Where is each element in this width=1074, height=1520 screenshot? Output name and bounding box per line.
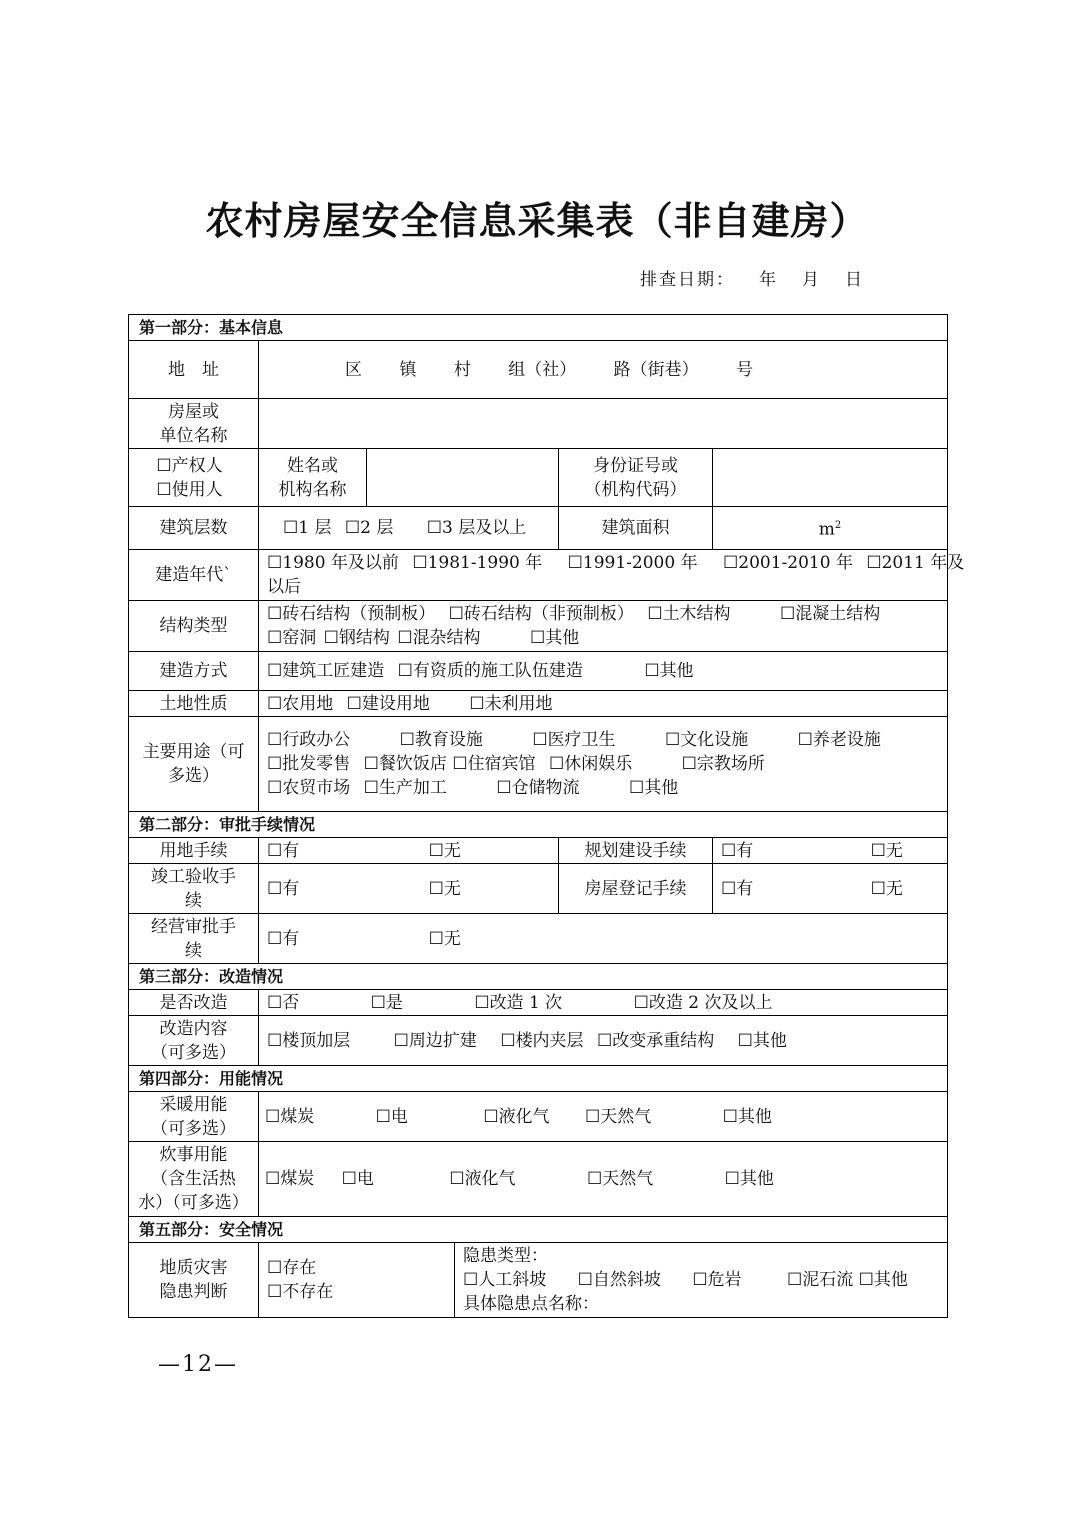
register-proc-no-checkbox[interactable]: ☐ 无: [871, 877, 903, 901]
heating-electric-checkbox[interactable]: ☐ 电: [376, 1105, 408, 1129]
renovation-add-floor-checkbox[interactable]: ☐ 楼顶加层: [267, 1029, 350, 1053]
usage-leisure-checkbox[interactable]: ☐ 休闲娱乐: [549, 752, 632, 776]
structure-earth-wood-checkbox[interactable]: ☐ 土木结构: [647, 602, 730, 626]
hazard-debris-flow-checkbox[interactable]: ☐ 泥石流: [787, 1268, 853, 1292]
usage-culture-checkbox[interactable]: ☐ 文化设施: [665, 728, 748, 752]
usage-warehouse-checkbox[interactable]: ☐ 仓储物流: [496, 776, 579, 800]
year-before1980-checkbox[interactable]: ☐ 1980 年及以前: [267, 551, 399, 575]
structure-steel-checkbox[interactable]: ☐ 钢结构: [324, 626, 390, 650]
id-label-l1: 身份证号或: [593, 455, 678, 476]
hazard-point-name-label: 具体隐患点名称：: [463, 1294, 599, 1314]
floors-1-checkbox[interactable]: ☐ 1 层: [283, 516, 331, 540]
heating-label-l1: 采暖用能: [159, 1094, 228, 1115]
id-label: [559, 449, 713, 507]
section-energy: 第四部分：用能情况: [129, 1066, 948, 1092]
usage-elderly-checkbox[interactable]: ☐ 养老设施: [798, 728, 881, 752]
hazard-natural-slope-checkbox[interactable]: ☐ 自然斜坡: [578, 1268, 661, 1292]
survey-date-label: 排查日期：: [640, 270, 735, 290]
plan-proc-yes-checkbox[interactable]: ☐ 有: [721, 839, 753, 863]
renovation-content-label-l1: 改造内容: [159, 1018, 228, 1039]
address-town: 镇: [399, 359, 417, 380]
page-number: —12—: [158, 1352, 238, 1377]
usage-farmers-market-checkbox[interactable]: ☐ 农贸市场: [267, 776, 350, 800]
section-renovation: 第三部分：改造情况: [129, 964, 948, 990]
cooking-label-l1: 炊事用能: [159, 1145, 228, 1165]
area-label: 建筑面积: [559, 507, 713, 550]
structure-masonry-precast-checkbox[interactable]: ☐ 砖石结构（预制板）: [267, 602, 435, 626]
owner-type: [129, 449, 259, 507]
area-field[interactable]: [713, 507, 948, 550]
name-field[interactable]: [367, 449, 559, 507]
construction-label: 建造方式: [129, 652, 259, 691]
address-group: 组（社）: [508, 359, 577, 380]
usage-label-l2: 多选）: [168, 766, 219, 786]
cooking-electric-checkbox[interactable]: ☐ 电: [342, 1167, 374, 1191]
geo-hazard-exist-checkbox[interactable]: ☐ 存在: [267, 1256, 316, 1280]
year-1981-1990-checkbox[interactable]: ☐ 1981-1990 年: [412, 551, 542, 575]
hazard-dangerous-rock-checkbox[interactable]: ☐ 危岩: [692, 1268, 741, 1292]
business-proc-label-l2: 续: [185, 940, 202, 961]
business-proc-yes-checkbox[interactable]: ☐ 有: [267, 927, 299, 951]
heating-label: [129, 1092, 259, 1142]
address-number: 号: [736, 359, 754, 380]
house-name-label: [129, 399, 259, 449]
plan-proc-no-checkbox[interactable]: ☐ 无: [871, 839, 903, 863]
address-district: 区: [345, 359, 362, 380]
year-2001-2010-checkbox[interactable]: ☐ 2001-2010 年: [723, 551, 853, 575]
land-label: 土地性质: [129, 691, 259, 717]
land-unused-checkbox[interactable]: ☐ 未利用地: [469, 692, 552, 716]
renovation-mezzanine-checkbox[interactable]: ☐ 楼内夹层: [500, 1029, 583, 1053]
section-approval: 第二部分：审批手续情况: [129, 812, 948, 838]
renovation-content-label-l2: （可多选）: [151, 1042, 236, 1063]
land-proc-yes-checkbox[interactable]: ☐ 有: [267, 839, 299, 863]
land-construction-checkbox[interactable]: ☐ 建设用地: [347, 692, 430, 716]
land-proc-label: 用地手续: [129, 838, 259, 864]
name-label-l1: 姓名或: [287, 455, 338, 476]
completion-proc-label-l2: 续: [185, 890, 202, 911]
cooking-natural-gas-checkbox[interactable]: ☐ 天然气: [587, 1167, 653, 1191]
completion-proc-label: [129, 864, 259, 914]
completion-proc-yes-checkbox[interactable]: ☐ 有: [267, 877, 299, 901]
hazard-type-label: 隐患类型：: [463, 1246, 548, 1266]
plan-proc-label: 规划建设手续: [559, 838, 713, 864]
survey-form-table: [128, 314, 965, 1318]
usage-education-checkbox[interactable]: ☐ 教育设施: [400, 728, 483, 752]
usage-admin-checkbox[interactable]: ☐ 行政办公: [267, 728, 350, 752]
renovated-yes-checkbox[interactable]: ☐ 是: [371, 991, 403, 1015]
completion-proc-no-checkbox[interactable]: ☐ 无: [429, 877, 461, 901]
heating-lpg-checkbox[interactable]: ☐ 液化气: [483, 1105, 549, 1129]
renovated-once-checkbox[interactable]: ☐ 改造 1 次: [474, 991, 562, 1015]
structure-cave-checkbox[interactable]: ☐ 窑洞: [267, 626, 316, 650]
renovation-content-label: [129, 1016, 259, 1066]
year-after2011-checkbox[interactable]: ☐ 2011 年及: [866, 551, 964, 575]
house-name-field[interactable]: [259, 399, 948, 449]
land-agricultural-checkbox[interactable]: ☐ 农用地: [267, 692, 333, 716]
register-proc-label: 房屋登记手续: [559, 864, 713, 914]
geo-hazard-label-l1: 地质灾害: [159, 1258, 228, 1278]
structure-other-checkbox[interactable]: ☐ 其他: [530, 626, 579, 650]
id-field[interactable]: [713, 449, 948, 507]
section-basic-info: 第一部分：基本信息: [129, 315, 948, 341]
cooking-lpg-checkbox[interactable]: ☐ 液化气: [449, 1167, 515, 1191]
address-village: 村: [453, 359, 471, 380]
renovated-label: 是否改造: [129, 990, 259, 1016]
area-unit: m: [818, 519, 835, 540]
structure-mixed-checkbox[interactable]: ☐ 混杂结构: [397, 626, 480, 650]
usage-production-checkbox[interactable]: ☐ 生产加工: [364, 776, 447, 800]
geo-hazard-label-l2: 隐患判断: [159, 1282, 228, 1302]
form-title: 农村房屋安全信息采集表（非自建房）: [205, 199, 869, 243]
address-road: 路（街巷）: [613, 359, 699, 380]
usage-label: [129, 717, 259, 812]
heating-other-checkbox[interactable]: ☐ 其他: [723, 1105, 772, 1129]
floors-label: 建筑层数: [129, 507, 259, 550]
renovated-twice-plus-checkbox[interactable]: ☐ 改造 2 次及以上: [634, 991, 773, 1015]
floors-2-checkbox[interactable]: ☐ 2 层: [345, 516, 393, 540]
completion-proc-label-l1: 竣工验收手: [151, 866, 236, 887]
owner-checkbox[interactable]: ☐ 产权人: [156, 454, 222, 478]
usage-religious-checkbox[interactable]: ☐ 宗教场所: [682, 752, 765, 776]
usage-other-checkbox[interactable]: ☐ 其他: [629, 776, 678, 800]
structure-masonry-nonprecast-checkbox[interactable]: ☐ 砖石结构（非预制板）: [449, 602, 634, 626]
usage-hotel-checkbox[interactable]: ☐ 住宿宾馆: [452, 752, 535, 776]
hazard-other-checkbox[interactable]: ☐ 其他: [859, 1268, 908, 1292]
usage-medical-checkbox[interactable]: ☐ 医疗卫生: [532, 728, 615, 752]
cooking-other-checkbox[interactable]: ☐ 其他: [725, 1167, 774, 1191]
geo-hazard-label: [129, 1243, 259, 1318]
land-proc-no-checkbox[interactable]: ☐ 无: [429, 839, 461, 863]
house-name-label-l1: 房屋或: [168, 401, 219, 422]
name-label: [259, 449, 367, 507]
hazard-artificial-slope-checkbox[interactable]: ☐ 人工斜坡: [463, 1268, 546, 1292]
construction-qualified-team-checkbox[interactable]: ☐ 有资质的施工队伍建造: [398, 659, 583, 683]
section-safety: 第五部分：安全情况: [129, 1217, 948, 1243]
renovation-other-checkbox[interactable]: ☐ 其他: [738, 1029, 787, 1053]
renovation-expansion-checkbox[interactable]: ☐ 周边扩建: [394, 1029, 477, 1053]
floors-3plus-checkbox[interactable]: ☐ 3 层及以上: [427, 516, 526, 540]
construction-craftsman-checkbox[interactable]: ☐ 建筑工匠建造: [267, 659, 384, 683]
structure-concrete-checkbox[interactable]: ☐ 混凝土结构: [780, 602, 880, 626]
id-label-l2: （机构代码）: [584, 479, 687, 500]
geo-hazard-not-exist-checkbox[interactable]: ☐ 不存在: [267, 1280, 333, 1304]
business-proc-label-l1: 经营审批手: [151, 916, 236, 937]
usage-label-l1: 主要用途（可: [142, 742, 245, 762]
register-proc-yes-checkbox[interactable]: ☐ 有: [721, 877, 753, 901]
business-proc-no-checkbox[interactable]: ☐ 无: [429, 927, 461, 951]
year-continuation: 以后: [267, 577, 301, 597]
structure-label: 结构类型: [129, 601, 259, 652]
address-label: 地 址: [129, 341, 259, 399]
cooking-label-l2: （含生活热: [151, 1169, 236, 1189]
user-checkbox[interactable]: ☐ 使用人: [156, 478, 222, 502]
usage-restaurant-checkbox[interactable]: ☐ 餐饮饭店: [364, 752, 447, 776]
survey-date-day: 日: [845, 270, 864, 290]
heating-label-l2: （可多选）: [151, 1118, 236, 1139]
area-unit-sup: 2: [834, 520, 842, 532]
name-label-l2: 机构名称: [278, 479, 347, 500]
survey-date-year: 年: [759, 270, 778, 290]
usage-retail-checkbox[interactable]: ☐ 批发零售: [267, 752, 350, 776]
year-label: 建造年代`: [129, 550, 259, 601]
cooking-label-l3: 水）（可多选）: [138, 1193, 249, 1213]
survey-date: [640, 265, 864, 290]
renovated-no-checkbox[interactable]: ☐ 否: [267, 991, 299, 1015]
house-name-label-l2: 单位名称: [159, 425, 228, 446]
survey-date-month: 月: [802, 270, 821, 290]
address-field[interactable]: [259, 341, 948, 399]
business-proc-label: [129, 914, 259, 964]
cooking-label: [129, 1142, 259, 1217]
heating-natural-gas-checkbox[interactable]: ☐ 天然气: [585, 1105, 651, 1129]
renovation-load-bearing-checkbox[interactable]: ☐ 改变承重结构: [597, 1029, 714, 1053]
heating-coal-checkbox[interactable]: ☐ 煤炭: [265, 1105, 314, 1129]
year-1991-2000-checkbox[interactable]: ☐ 1991-2000 年: [568, 551, 698, 575]
construction-other-checkbox[interactable]: ☐ 其他: [644, 659, 693, 683]
cooking-coal-checkbox[interactable]: ☐ 煤炭: [265, 1167, 314, 1191]
